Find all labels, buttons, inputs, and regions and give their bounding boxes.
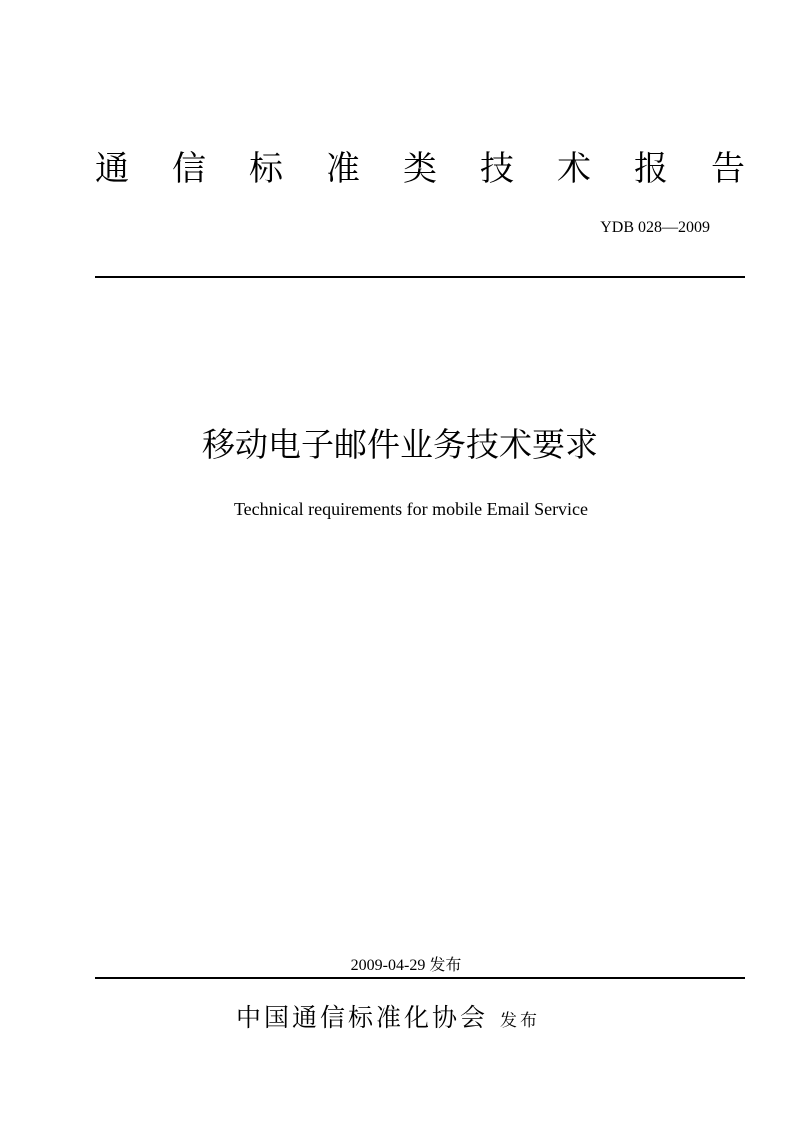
report-type-char: 技	[480, 149, 514, 189]
report-type-char: 标	[249, 149, 283, 189]
report-type-char: 告	[711, 149, 745, 189]
top-divider	[95, 276, 745, 278]
report-type-char: 术	[557, 149, 591, 189]
issuer-name: 中国通信标准化协会	[236, 1003, 489, 1032]
document-title-chinese: 移动电子邮件业务技术要求	[202, 425, 598, 464]
standard-number: YDB 028—2009	[600, 219, 710, 236]
issuer-line	[236, 1000, 540, 1036]
report-type-char: 信	[172, 149, 206, 189]
document-title-english: Technical requirements for mobile Email Service	[233, 499, 589, 519]
issuer-suffix: 发布	[500, 1011, 541, 1031]
bottom-divider	[95, 977, 745, 979]
report-type-char: 报	[634, 149, 668, 189]
report-type-heading	[95, 145, 745, 193]
issue-date: 2009-04-29 发布	[350, 957, 462, 974]
report-type-char: 通	[95, 149, 129, 189]
report-type-char: 准	[326, 149, 360, 189]
report-type-char: 类	[403, 149, 437, 189]
